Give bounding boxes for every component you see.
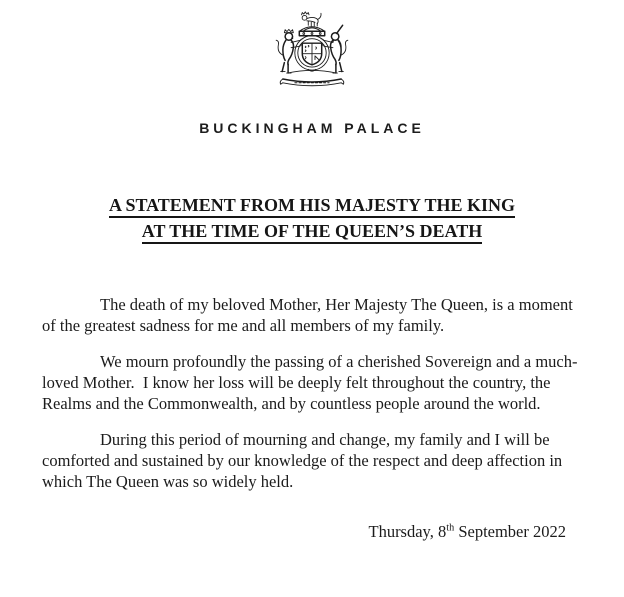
heading-line-2: AT THE TIME OF THE QUEEN’S DEATH xyxy=(0,218,624,244)
letterhead-title: BUCKINGHAM PALACE xyxy=(199,120,425,136)
paragraph-3: During this period of mourning and change, my family and I will be comforted and sustained by our knowledge of the respect and deep affection in which The Queen was so widely held. xyxy=(42,430,567,491)
date-suffix: September 2022 xyxy=(454,522,566,541)
statement-body xyxy=(42,294,588,492)
date-ordinal-suffix: th xyxy=(446,522,455,534)
royal-coat-of-arms-icon xyxy=(0,0,624,104)
paragraph-1: The death of my beloved Mother, Her Majesty The Queen, is a moment of the greatest sadness for me and all members of my family. xyxy=(42,295,577,335)
heading-line-1: A STATEMENT FROM HIS MAJESTY THE KING xyxy=(0,192,624,218)
date-prefix: Thursday, 8 xyxy=(368,522,447,541)
paragraph-2: We mourn profoundly the passing of a cherished Sovereign and a much-loved Mother. I know her loss will be deeply felt throughout the country, the Realms and the Commonwealth, and by countless people around the world. xyxy=(42,352,578,413)
statement-heading xyxy=(0,192,624,244)
date-line xyxy=(0,522,624,542)
